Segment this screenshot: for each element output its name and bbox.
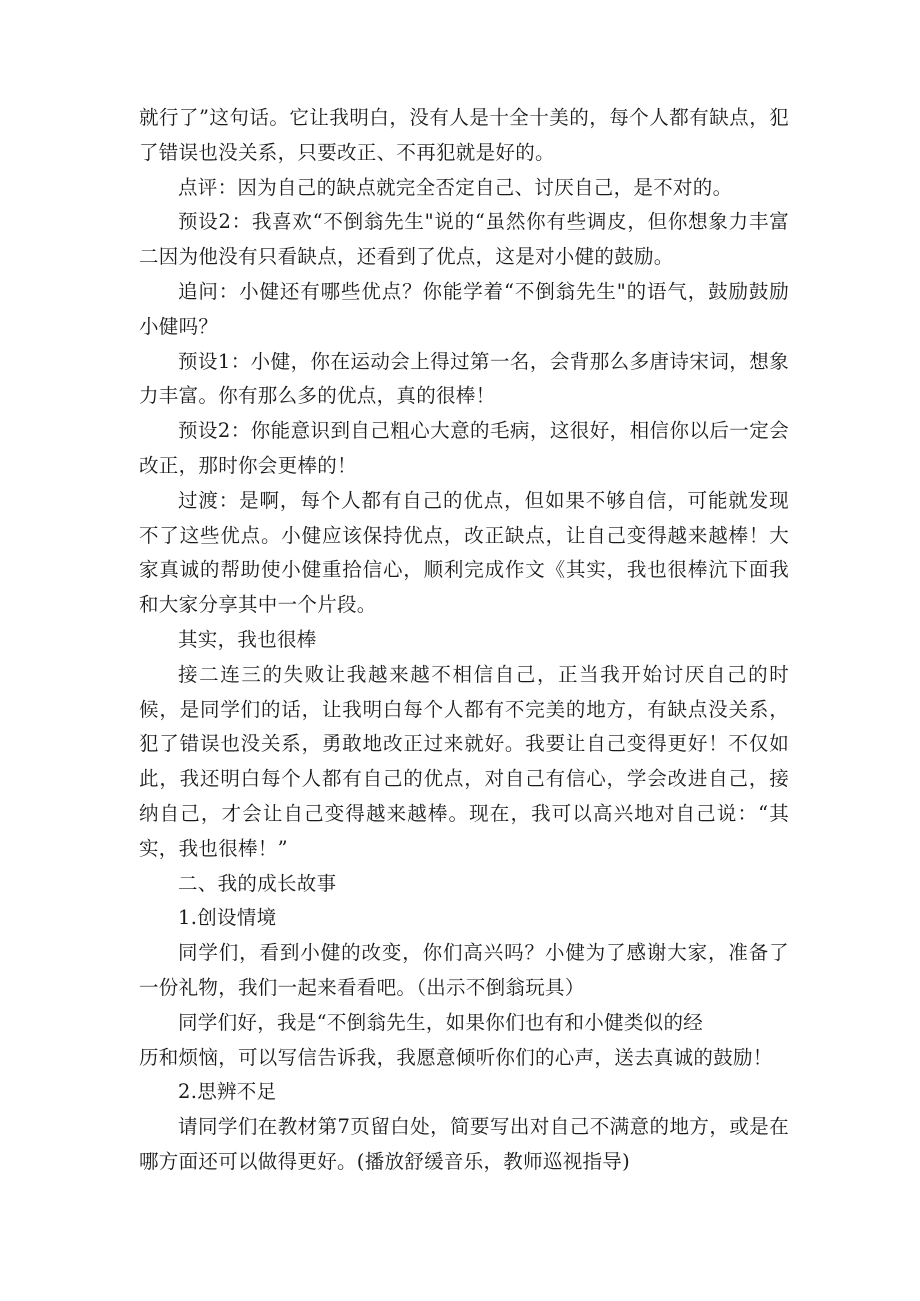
paragraph: 追问：小健还有哪些优点？你能学着“不倒翁先生"的语气，鼓励鼓励小健吗？: [139, 279, 789, 338]
section-heading: 二、我的成长故事: [178, 871, 337, 895]
section-title: 其实，我也很棒: [178, 627, 317, 651]
paragraph: 预设2：我喜欢“不倒翁先生"说的“虽然你有些调皮，但你想象力丰富二因为他没有只看缺点，还看到了优点，这是对小健的鼓励。: [139, 210, 789, 269]
paragraph: 预设2：你能意识到自己粗心大意的毛病，这很好，相信你以后一定会改正，那时你会更棒的！: [139, 419, 789, 477]
paragraph: 同学们好，我是“不倒翁先生，如果你们也有和小健类似的经: [178, 1010, 704, 1034]
subsection-heading: 1.创设情境: [178, 906, 277, 930]
paragraph: 就行了”这句话。它让我明白，没有人是十全十美的，每个人都有缺点，犯了错误也没关系，只要改正、不再犯就是好的。: [139, 106, 789, 164]
paragraph: 接二连三的失败让我越来越不相信自己，正当我开始讨厌自己的时候，是同学们的话，让我明白每个人都有不完美的地方，有缺点没关系，犯了错误也没关系，勇敢地改正过来就好。我要让自己变得更好！不仅如此，我还明白每个人都有自己的优点，对自己有信心，学会改进自己，接纳自己，才会让自己变得越来越棒。现在，我可以高兴地对自己说：“其实，我也很棒！”: [139, 662, 789, 860]
paragraph: 过渡：是啊，每个人都有自己的优点，但如果不够自信，可能就发现不了这些优点。小健应该保持优点，改正缺点，让自己变得越来越棒！大家真诚的帮助使小健重拾信心，顺利完成作文《其实，我也很棒沆下面我和大家分享其中一个片段。: [139, 488, 789, 617]
paragraph: 预设1：小健，你在运动会上得过第一名，会背那么多唐诗宋词，想象力丰富。你有那么多的优点，真的很棒！: [139, 349, 789, 408]
subsection-heading: 2.思辨不足: [178, 1080, 277, 1104]
paragraph: 请同学们在教材第7页留白处，简要写出对自己不满意的地方，或是在哪方面还可以做得更好。(播放舒缓音乐，教师巡视指导): [139, 1115, 789, 1173]
document-body: [139, 101, 789, 1180]
paragraph: 同学们，看到小健的改变，你们高兴吗？小健为了感谢大家，准备了一份礼物，我们一起来看看吧。（出示不倒翁玩具）: [139, 941, 789, 999]
paragraph: 点评：因为自己的缺点就完全否定自己、讨厌自己，是不对的。: [178, 175, 733, 199]
paragraph: 历和烦恼，可以写信告诉我，我愿意倾听你们的心声，送去真诚的鼓励！: [139, 1045, 773, 1069]
